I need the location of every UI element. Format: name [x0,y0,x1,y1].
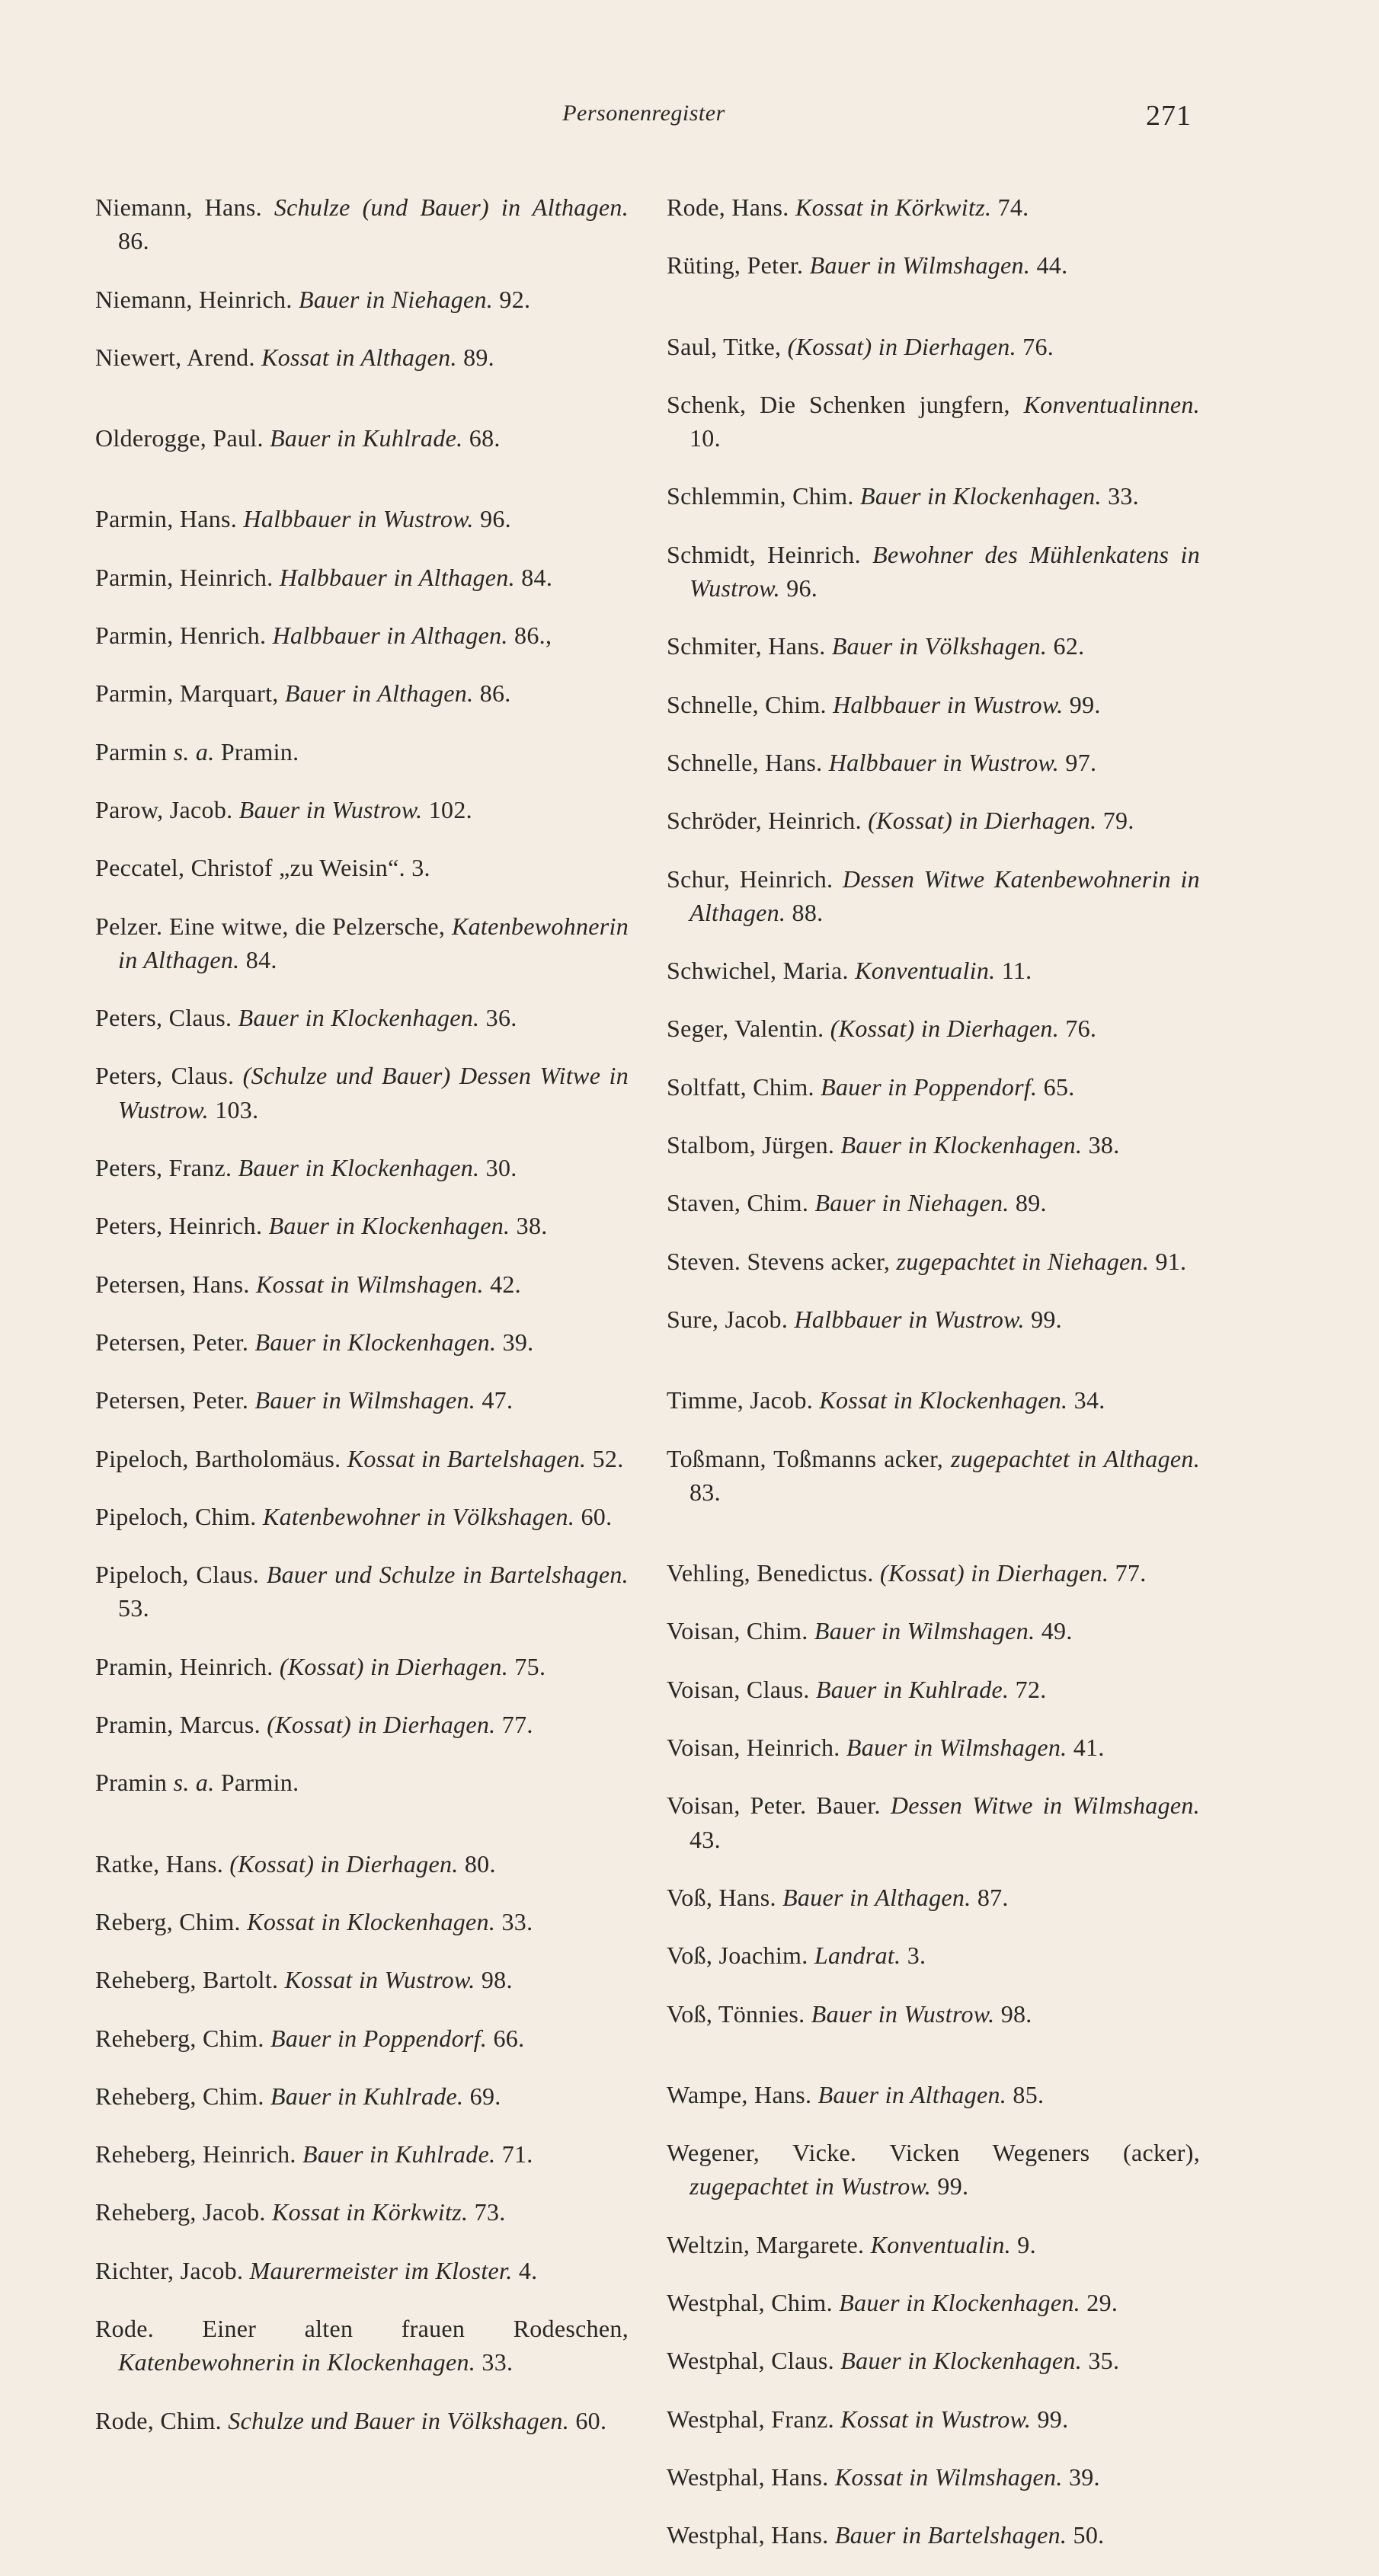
entry-name: Weltzin, Margarete. [667,2230,865,2258]
index-entry [95,793,629,826]
index-entry [667,2078,1200,2111]
entry-page-ref: 39. [1068,2463,1100,2491]
entry-name: Rode, Hans. [667,193,789,221]
entry-description: Bauer in Wustrow. [811,1999,995,2028]
entry-name: Peters, Heinrich. [95,1212,263,1240]
letter-group [667,330,1200,1337]
entry-name: Parmin [95,737,168,765]
entry-description: s. a. [173,1769,215,1797]
index-entry [95,1963,629,1996]
entry-name: Schenk, Die Schenken jungfern, [667,390,1010,418]
entry-name: Parmin, Henrich. [95,622,267,650]
index-entry [95,283,629,316]
entry-name: Pipeloch, Bartholomäus. [95,1444,341,1472]
entry-description: Konventualin. [855,957,996,985]
entry-name: Schmiter, Hans. [667,632,826,660]
entry-name: Schmidt, Heinrich. [667,540,861,568]
index-entry [95,2137,629,2171]
entry-page-ref: 79. [1102,807,1134,835]
entry-page-ref: 60. [575,2406,607,2434]
entry-page-ref: 62. [1053,632,1085,660]
entry-page-ref: 38. [516,1212,548,1240]
entry-page-ref: 92. [499,285,531,313]
entry-name: Parmin, Heinrich. [95,563,274,591]
entry-page-ref: 97. [1065,748,1097,776]
entry-description: s. a. [173,737,215,765]
entry-page-ref: 43. [690,1825,721,1853]
index-entry [667,1186,1200,1219]
entry-name: Parow, Jacob. [95,795,233,823]
entry-name: Ratke, Hans. [95,1849,224,1878]
entry-page-ref: 35. [1088,2347,1120,2375]
index-entry [667,479,1200,513]
index-entry [667,248,1200,282]
entry-description: Katenbewohnerin in Klockenhagen. [118,2348,476,2376]
entry-page-ref: 41. [1073,1734,1105,1762]
index-entry [95,2404,629,2437]
entry-name: Westphal, Chim. [667,2288,833,2316]
entry-name: Pramin, Heinrich. [95,1652,274,1680]
entry-page-ref: 86. [118,227,149,255]
entry-description: Bauer in Wilmshagen. [846,1734,1067,1762]
entry-name: Stalbom, Jürgen. [667,1131,835,1159]
index-entry [667,629,1200,663]
index-entry [95,1847,629,1881]
entry-page-ref: 42. [490,1270,521,1298]
entry-page-ref: 29. [1086,2288,1118,2316]
entry-description: (Kossat) in Dierhagen. [229,1849,459,1878]
entry-description: Bauer in Poppendorf. [821,1072,1038,1101]
letter-group [667,1556,1200,2031]
entry-name: Reberg, Chim. [95,1907,241,1935]
entry-name: Peters, Claus. [95,1062,235,1090]
entry-name: Olderogge, Paul. [95,424,264,452]
entry-name: Steven. Stevens acker, [667,1247,891,1275]
index-entry [667,1245,1200,1278]
entry-description: Kossat in Klockenhagen. [819,1386,1068,1414]
entry-description: Kossat in Körkwitz. [795,193,992,221]
entry-name: Schlemmin, Chim. [667,482,854,510]
entry-name: Voisan, Peter. Bauer. [667,1791,881,1820]
entry-description: Kossat in Wustrow. [840,2405,1032,2433]
entry-description: Kossat in Klockenhagen. [247,1907,496,1935]
index-entry [95,1766,629,1799]
entry-page-ref: 99. [1069,690,1101,718]
entry-description: Bauer in Althagen. [817,2080,1007,2108]
index-entry [95,190,629,258]
index-entry [95,1650,629,1683]
entry-description: Kossat in Wilmshagen. [255,1270,484,1298]
entry-page-ref: 60. [581,1502,613,1530]
entry-page-ref: 84. [521,563,553,591]
entry-description: Bauer in Niehagen. [298,285,494,313]
entry-page-ref: 50. [1073,2521,1105,2549]
letter-group [667,1383,1200,1509]
entry-name: Rüting, Peter. [667,251,804,280]
entry-name: Schnelle, Hans. [667,748,823,776]
index-entry [667,538,1200,606]
entry-page-ref: 76. [1022,332,1054,360]
index-entry [95,1151,629,1184]
index-entry [95,2254,629,2287]
index-entry [95,1500,629,1533]
entry-description: Bauer in Althagen. [284,679,474,708]
entry-name: Schnelle, Chim. [667,690,827,718]
entry-name: Schwichel, Maria. [667,957,849,985]
index-entry [667,1997,1200,2031]
entry-name: Sure, Jacob. [667,1305,789,1333]
entry-description: zugepachtet in Wustrow. [690,2172,932,2200]
index-entry [667,1673,1200,1706]
entry-page-ref: 36. [485,1004,517,1032]
entry-description: Landrat. [814,1942,901,1970]
index-entry [95,340,629,374]
entry-description: Konventualinnen. [1023,390,1200,418]
entry-page-ref: 72. [1015,1675,1047,1703]
entry-page-ref: 38. [1088,1131,1120,1159]
index-entry [95,618,629,652]
entry-name: Niemann, Heinrich. [95,285,293,313]
entry-name: Timme, Jacob. [667,1386,814,1414]
index-entry [667,190,1200,224]
entry-description: Katenbewohner in Völkshagen. [262,1502,575,1530]
entry-name: Westphal, Franz. [667,2405,834,2433]
entry-description: Kossat in Wustrow. [284,1966,475,1994]
entry-description: Bauer in Klockenhagen. [238,1004,480,1032]
entry-description: Kossat in Althagen. [261,343,457,371]
entry-description: Bauer in Wilmshagen. [814,1617,1035,1645]
entry-page-ref: 71. [501,2140,533,2169]
entry-description: (Kossat) in Dierhagen. [267,1711,496,1739]
entry-page-ref: 96. [786,574,818,602]
entry-description: Bauer in Althagen. [782,1883,971,1911]
entry-page-ref: 53. [118,1594,149,1622]
entry-page-ref: 49. [1041,1617,1073,1645]
index-entry [667,1556,1200,1590]
entry-name: Petersen, Peter. [95,1386,249,1414]
entry-page-ref: 33. [501,1907,533,1935]
entry-page-ref: 77. [501,1711,533,1739]
index-entry [667,1128,1200,1162]
index-column-left [95,166,629,2462]
entry-page-ref: 3. [907,1942,926,1970]
entry-name: Pipeloch, Chim. [95,1502,257,1530]
entry-name: Voß, Tönnies. [667,1999,805,2028]
index-entry [95,2021,629,2055]
index-entry [667,2136,1200,2204]
entry-name: Richter, Jacob. [95,2256,244,2284]
entry-page-ref: 85. [1013,2080,1045,2108]
entry-page-ref: 52. [592,1444,624,1472]
entry-description: Halbbauer in Wustrow. [243,505,474,533]
entry-page-ref: 87. [977,1883,1009,1911]
entry-description: Katenbewohnerin in Althagen. [118,912,629,973]
entry-page-ref: 89. [463,343,494,371]
entry-page-ref: 39. [502,1328,534,1356]
index-entry [95,1383,629,1417]
entry-description: Halbbauer in Wustrow. [833,690,1064,718]
entry-page-ref: 4. [518,2256,538,2284]
entry-name: Reheberg, Heinrich. [95,2140,296,2169]
entry-page-ref: 83. [690,1478,721,1506]
entry-name: Petersen, Peter. [95,1328,249,1356]
index-entry [667,954,1200,987]
index-entry [95,2195,629,2229]
entry-page-ref: 99. [1031,1305,1062,1333]
index-entry [95,1905,629,1938]
entry-page-ref: 75. [514,1652,546,1680]
letter-group [95,190,629,374]
entry-name: Rode, Chim. [95,2406,222,2434]
entry-page-ref: 44. [1036,251,1068,280]
entry-name: Vehling, Benedictus. [667,1559,874,1587]
entry-name: Petersen, Hans. [95,1270,250,1298]
index-entry [95,1708,629,1741]
entry-name: Reheberg, Bartolt. [95,1966,279,1994]
entry-page-ref: 33. [482,2348,514,2376]
entry-description: Maurermeister im Kloster. [249,2256,513,2284]
entry-description: Kossat in Bartelshagen. [347,1444,587,1472]
entry-description: Halbbauer in Wustrow. [828,748,1060,776]
entry-description: (Schulze und Bauer) Dessen Witwe in Wustrow. [118,1062,629,1123]
entry-description: Halbbauer in Althagen. [272,622,508,650]
index-entry [95,2312,629,2379]
entry-page-ref: 98. [481,1966,513,1994]
entry-page-ref: 91. [1155,1247,1187,1275]
entry-name: Reheberg, Chim. [95,2024,264,2052]
entry-page-ref: 88. [792,898,824,926]
index-entry [95,735,629,769]
index-entry [667,1012,1200,1045]
index-entry [667,388,1200,455]
entry-name: Pramin [95,1769,168,1797]
entry-page-ref: 99. [1037,2405,1069,2433]
entry-description: Konventualin. [870,2230,1011,2258]
index-entry [667,2518,1200,2552]
entry-page-ref: 10. [690,424,721,452]
entry-name: Voß, Joachim. [667,1942,808,1970]
entry-name: Schröder, Heinrich. [667,807,862,835]
entry-name: Westphal, Claus. [667,2347,834,2375]
entry-description: Bauer in Klockenhagen. [254,1328,497,1356]
entry-page-ref: 73. [474,2198,506,2226]
entry-description: Bauer in Klockenhagen. [238,1154,480,1182]
index-entry [667,2344,1200,2377]
entry-name: Wampe, Hans. [667,2080,812,2108]
entry-description: Kossat in Körkwitz. [272,2198,469,2226]
entry-description: Bauer in Kuhlrade. [270,2082,464,2110]
entry-description: Bauer in Klockenhagen. [839,2288,1080,2316]
entry-name: Voisan, Chim. [667,1617,808,1645]
index-entry [667,1938,1200,1972]
entry-name: Westphal, Hans. [667,2521,829,2549]
entry-page-ref: 77. [1115,1559,1147,1587]
entry-description: Halbbauer in Althagen. [279,563,515,591]
entry-name: Peccatel, Christof „zu Weisin“. [95,854,405,882]
entry-page-ref: 102. [428,795,472,823]
entry-name: Parmin, Hans. [95,505,238,533]
entry-page-ref: 47. [482,1386,514,1414]
entry-description: zugepachtet in Althagen. [950,1444,1200,1472]
letter-group [667,190,1200,283]
entry-description: Bauer in Wustrow. [238,795,423,823]
index-entry [667,804,1200,837]
page-number: 271 [1146,100,1192,132]
index-entry [95,1267,629,1301]
index-entry [95,909,629,977]
entry-description: Halbbauer in Wustrow. [794,1305,1025,1333]
index-entry [95,676,629,710]
entry-name: Westphal, Hans. [667,2463,829,2491]
letter-group [667,2078,1200,2552]
running-title: Personenregister [562,101,725,126]
index-entry [95,2079,629,2113]
entry-name: Toßmann, Toßmanns acker, [667,1444,944,1472]
entry-name: Voisan, Heinrich. [667,1734,840,1762]
entry-page-ref: 84. [245,945,277,973]
entry-name: Saul, Titke, [667,332,782,360]
entry-page-ref: 11. [1001,957,1032,985]
index-entry [95,1209,629,1242]
entry-name: Reheberg, Chim. [95,2082,264,2110]
entry-description: Bauer in Poppendorf. [270,2024,488,2052]
index-entry [667,1881,1200,1914]
entry-description: Bauer in Völkshagen. [831,632,1048,660]
entry-page-ref: 86. [479,679,511,708]
index-entry [667,1614,1200,1648]
entry-description: Bauer in Klockenhagen. [268,1212,510,1240]
index-entry [95,1558,629,1625]
index-entry [667,2286,1200,2319]
entry-page-ref: 68. [469,424,501,452]
entry-name: Niemann, Hans. [95,193,262,221]
index-entry [667,1302,1200,1336]
entry-name: Rode. Einer alten frauen Rodeschen, [95,2314,629,2342]
entry-name: Pramin, Marcus. [95,1711,261,1739]
entry-page-ref: 66. [493,2024,525,2052]
entry-page-ref: 3. [411,854,430,882]
entry-page-ref: Parmin. [220,1769,299,1797]
index-entry [667,330,1200,363]
entry-name: Wegener, Vicke. Vicken Wegeners (acker), [667,2139,1200,2167]
entry-name: Staven, Chim. [667,1189,809,1217]
entry-name: Peters, Claus. [95,1004,232,1032]
index-entry [667,1788,1200,1856]
index-entry [667,2402,1200,2436]
index-entry [95,1059,629,1127]
entry-page-ref: 86., [514,622,552,650]
entry-name: Voisan, Claus. [667,1675,810,1703]
entry-page-ref: 30. [485,1154,517,1182]
entry-page-ref: 34. [1073,1386,1105,1414]
index-entry [667,1070,1200,1104]
entry-page-ref: 103. [215,1095,259,1123]
entry-name: Parmin, Marquart, [95,679,279,708]
index-entry [95,1325,629,1359]
entry-name: Voß, Hans. [667,1883,776,1911]
entry-page-ref: 9. [1017,2230,1036,2258]
entry-name: Schur, Heinrich. [667,865,833,893]
entry-description: Dessen Witwe in Wilmshagen. [890,1791,1200,1820]
entry-name: Niewert, Arend. [95,343,255,371]
entry-name: Peters, Franz. [95,1154,232,1182]
index-entry [95,421,629,455]
entry-description: Bauer und Schulze in Bartelshagen. [266,1561,629,1589]
index-entry [667,1383,1200,1417]
entry-description: (Kossat) in Dierhagen. [787,332,1016,360]
entry-description: Schulze und Bauer in Völkshagen. [228,2406,570,2434]
entry-name: Pipeloch, Claus. [95,1561,260,1589]
entry-description: Schulze (und Bauer) in Althagen. [274,193,629,221]
letter-group [95,1847,629,2437]
entry-description: Kossat in Wilmshagen. [834,2463,1063,2491]
entry-page-ref: 76. [1065,1015,1097,1043]
entry-description: (Kossat) in Dierhagen. [830,1015,1059,1043]
entry-description: Dessen Witwe Katenbewohnerin in Althagen. [690,865,1200,926]
entry-page-ref: Pramin. [220,737,299,765]
entry-description: Bauer in Kuhlrade. [302,2140,496,2169]
entry-page-ref: 80. [464,1849,496,1878]
entry-name: Pelzer. Eine witwe, die Pelzersche, [95,912,446,940]
entry-description: (Kossat) in Dierhagen. [868,807,1097,835]
index-entry [667,1731,1200,1764]
index-entry [667,688,1200,721]
entry-page-ref: 69. [469,2082,501,2110]
index-entry [95,851,629,884]
letter-group [95,502,629,1799]
entry-description: Bauer in Klockenhagen. [840,2347,1083,2375]
entry-page-ref: 98. [1000,1999,1032,2028]
entry-description: Bauer in Wilmshagen. [809,251,1031,280]
entry-description: (Kossat) in Dierhagen. [880,1559,1109,1587]
entry-description: Bauer in Klockenhagen. [840,1131,1083,1159]
index-entry [95,1001,629,1034]
entry-description: Bauer in Bartelshagen. [834,2521,1067,2549]
entry-description: Bauer in Kuhlrade. [270,424,463,452]
index-entry [667,746,1200,779]
entry-page-ref: 65. [1043,1072,1075,1101]
index-entry [95,1442,629,1475]
entry-description: Bauer in Niehagen. [814,1189,1009,1217]
entry-name: Reheberg, Jacob. [95,2198,266,2226]
index-entry [95,561,629,594]
entry-description: Bauer in Klockenhagen. [860,482,1102,510]
entry-page-ref: 74. [997,193,1029,221]
entry-name: Soltfatt, Chim. [667,1072,814,1101]
letter-group [95,421,629,455]
entry-description: Bauer in Wilmshagen. [254,1386,476,1414]
index-entry [667,2228,1200,2261]
entry-page-ref: 99. [937,2172,969,2200]
index-column-right [667,166,1200,2576]
entry-description: zugepachtet in Niehagen. [896,1247,1150,1275]
entry-page-ref: 89. [1015,1189,1047,1217]
entry-description: (Kossat) in Dierhagen. [279,1652,509,1680]
entry-description: Bauer in Kuhlrade. [815,1675,1009,1703]
entry-page-ref: 33. [1108,482,1139,510]
index-entry [667,862,1200,930]
entry-page-ref: 96. [480,505,511,533]
entry-description: Bewohner des Mühlenkatens in Wustrow. [690,540,1200,602]
index-entry [667,1442,1200,1510]
index-entry [95,502,629,535]
entry-name: Seger, Valentin. [667,1015,824,1043]
index-entry [667,2460,1200,2494]
